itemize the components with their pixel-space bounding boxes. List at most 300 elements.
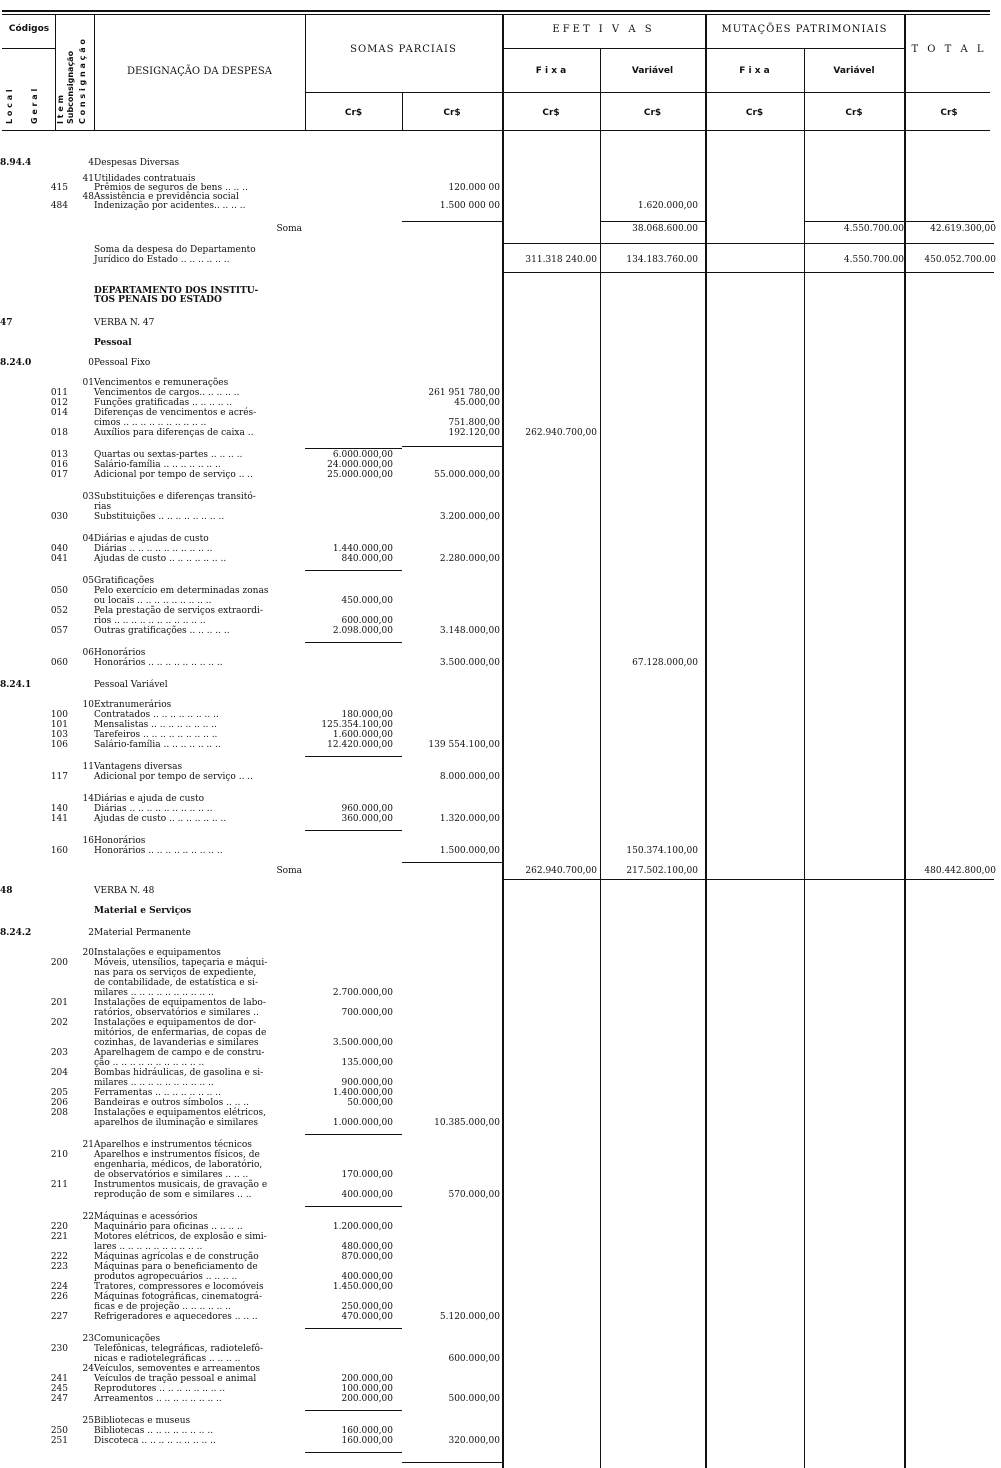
row-code: 25 [82,1416,94,1426]
row-amount: 360.000,00 [341,814,393,824]
row-code: 050 [50,586,68,596]
row-code: 16 [82,836,94,846]
row-amount: 600.000,00 [448,1354,500,1364]
row-code: 22 [82,1212,94,1222]
row-code: 160 [50,846,68,856]
row-description: nas para os serviços de expediente, [94,968,257,978]
table-row [0,928,1001,938]
table-row [0,576,1001,586]
row-description: cimos .. .. .. .. .. .. .. .. .. .. [94,418,207,428]
row-code: 012 [50,398,68,408]
table-row [0,358,1001,368]
row-description: Veículos de tração pessoal e animal [94,1374,257,1384]
row-code: 21 [82,1140,94,1150]
header-geral: G e r a l [30,88,39,124]
row-amount: 200.000,00 [341,1394,393,1404]
row-code: 8.24.2 [0,928,32,938]
table-row [0,680,1001,690]
currency-label: Cr$ [542,108,560,118]
row-description: rios .. .. .. .. .. .. .. .. .. .. .. [94,616,206,626]
row-code: 202 [50,1018,68,1028]
table-row [0,378,1001,388]
table-row [0,1160,1001,1170]
table-row [0,224,1001,234]
row-description: Bandeiras e outros símbolos .. .. .. [94,1098,249,1108]
table-row [0,1334,1001,1344]
table-row [0,658,1001,668]
row-code: 200 [50,958,68,968]
row-description: produtos agropecuários .. .. .. .. [94,1272,238,1282]
row-description: Contratados .. .. .. .. .. .. .. .. [94,710,219,720]
table-row [0,710,1001,720]
row-amount: 1.400.000,00 [332,1088,393,1098]
row-description: Honorários [94,836,146,846]
row-description: Material Permanente [94,928,191,938]
table-row [0,1272,1001,1282]
table-row [0,502,1001,512]
subtotal-rule [502,272,994,273]
row-description: aparelhos de iluminação e similares [94,1118,259,1128]
row-amount: 8.000.000,00 [439,772,500,782]
header-fixa: F i x a [535,66,567,76]
row-code: 016 [50,460,68,470]
row-description: Arreamentos .. .. .. .. .. .. .. .. [94,1394,222,1404]
header-subrule [305,92,990,93]
table-row [0,1242,1001,1252]
table-row [0,762,1001,772]
row-amount: 55.000.000,00 [434,470,500,480]
row-code: 226 [50,1292,68,1302]
table-row [0,730,1001,740]
row-description: Máquinas e acessórios [94,1212,198,1222]
row-amount: 135.000,00 [341,1058,393,1068]
currency-label: Cr$ [745,108,764,118]
row-amount: 5.120.000,00 [439,1312,500,1322]
row-amount: 262.940.700,00 [525,866,597,876]
table-row [0,906,1001,916]
row-amount: 450.052.700.00 [924,255,996,265]
row-code: 205 [50,1088,68,1098]
row-description: Instrumentos musicais, de gravação e [94,1180,268,1190]
table-row [0,512,1001,522]
row-amount: 6.000.000,00 [332,450,393,460]
header-fixa-mutacoes: F i x a [739,66,770,76]
row-description: ou locais .. .. .. .. .. .. .. .. .. [94,596,212,606]
table-row [0,772,1001,782]
row-code: 040 [50,544,68,554]
row-description: Bibliotecas e museus [94,1416,191,1426]
table-row [0,720,1001,730]
row-description: Bombas hidráulicas, de gasolina e si- [94,1068,264,1078]
row-code: 041 [50,554,68,564]
header-mutacoes: MUTAÇÕES PATRIMONIAIS [721,24,888,35]
table-row [0,460,1001,470]
row-amount: 100.000,00 [341,1384,393,1394]
row-description: Diárias .. .. .. .. .. .. .. .. .. .. [94,804,213,814]
row-description: Pessoal Variável [94,680,168,690]
table-row [0,616,1001,626]
row-description: Refrigeradores e aquecedores .. .. .. [94,1312,258,1322]
table-row [0,1180,1001,1190]
subtotal-rule [402,221,502,222]
row-amount: 120.000 00 [448,183,500,193]
row-code: 014 [50,408,68,418]
row-description: reprodução de som e similares .. .. [94,1190,252,1200]
currency-label: Cr$ [643,108,662,118]
row-description: lares .. .. .. .. .. .. .. .. .. .. [94,1242,203,1252]
row-amount: 2.280.000,00 [439,554,500,564]
row-amount: 38.068.600.00 [632,224,698,234]
row-description: milares .. .. .. .. .. .. .. .. .. .. [94,988,214,998]
row-amount: 840.000,00 [341,554,393,564]
row-amount: 2.700.000,00 [332,988,393,998]
row-description: Soma da despesa do Departamento [94,245,256,255]
row-description: Mensalistas .. .. .. .. .. .. .. .. [94,720,217,730]
row-description: Pessoal Fixo [94,358,151,368]
row-amount: 700.000,00 [341,1008,393,1018]
table-row [0,1212,1001,1222]
row-code: 11 [82,762,94,772]
currency-label: Cr$ [845,108,863,118]
row-amount: 192.120,00 [448,428,500,438]
row-amount: 125.354.100,00 [321,720,393,730]
table-row [0,988,1001,998]
row-description: VERBA N. 48 [94,886,155,896]
row-description: Máquinas para o beneficiamento de [94,1262,258,1272]
row-amount: 160.000,00 [341,1436,393,1446]
table-row [0,450,1001,460]
header-variavel: Variável [631,66,674,76]
row-description: Motores elétricos, de explosão e simi- [94,1232,267,1242]
row-code: 8.24.1 [0,680,32,690]
row-amount: 12.420.000,00 [327,740,393,750]
row-code: 250 [50,1426,68,1436]
table-row [0,958,1001,968]
table-row [0,1384,1001,1394]
table-row [0,1394,1001,1404]
row-description: Discoteca .. .. .. .. .. .. .. .. .. [94,1436,216,1446]
row-code: 206 [50,1098,68,1108]
table-row [0,245,1001,255]
table-row [0,648,1001,658]
row-description: Aparelhagem de campo e de constru- [94,1048,265,1058]
row-description: Bibliotecas .. .. .. .. .. .. .. .. [94,1426,214,1436]
row-description: Salário-família .. .. .. .. .. .. .. [94,740,221,750]
row-sum-label: Soma [276,224,302,234]
row-amount: 200.000,00 [341,1374,393,1384]
table-row [0,470,1001,480]
table-row [0,1344,1001,1354]
table-row [0,255,1001,265]
row-description: Aparelhos e instrumentos físicos, de [94,1150,260,1160]
row-amount: 311.318 240.00 [525,255,597,265]
row-amount: 570.000,00 [448,1190,500,1200]
row-code: 224 [50,1282,68,1292]
row-description: Ajudas de custo .. .. .. .. .. .. .. [94,554,227,564]
row-code: 140 [50,804,68,814]
table-row [0,1436,1001,1446]
row-code: 100 [50,710,68,720]
row-code: 415 [50,183,68,193]
table-row [0,1018,1001,1028]
table-row [0,1262,1001,1272]
row-code: 251 [50,1436,68,1446]
table-row [0,1038,1001,1048]
row-description: Utilidades contratuais [94,174,196,184]
row-description: Ajudas de custo .. .. .. .. .. .. .. [94,814,227,824]
subtotal-rule [305,1206,402,1207]
row-description: Salário-família .. .. .. .. .. .. .. [94,460,221,470]
row-description: Vencimentos de cargos.. .. .. .. .. [94,388,240,398]
row-description: Tratores, compressores e locomóveis [94,1282,264,1292]
row-code: 8.24.0 [0,358,32,368]
row-amount: 45.000,00 [454,398,500,408]
table-row [0,700,1001,710]
row-code: 052 [50,606,68,616]
row-amount: 180.000,00 [341,710,393,720]
row-amount: 50.000,00 [347,1098,393,1108]
table-row [0,866,1001,876]
header-total: T O T A L [911,44,987,55]
row-code: 101 [50,720,68,730]
row-code: 211 [50,1180,68,1190]
row-amount: 3.500.000,00 [439,658,500,668]
row-amount: 67.128.000,00 [632,658,698,668]
header-consignacao: C o n s i g n a ç ã o [78,39,87,124]
table-row [0,1354,1001,1364]
row-description: Pela prestação de serviços extraordi- [94,606,263,616]
row-code: 245 [50,1384,68,1394]
subtotal-rule [305,830,402,831]
row-description: Vencimentos e remunerações [94,378,229,388]
row-description: Gratificações [94,576,155,586]
row-description: Móveis, utensílios, tapeçaria e máqui- [94,958,268,968]
row-code: 201 [50,998,68,1008]
row-amount: 1.000.000,00 [332,1118,393,1128]
row-code: 8.94.4 [0,158,32,168]
header-codigos: Códigos [8,24,50,34]
row-description: cozinhas, de lavanderias e similares [94,1038,259,1048]
table-row [0,1108,1001,1118]
table-row [0,1426,1001,1436]
row-description: Tarefeiros .. .. .. .. .. .. .. .. .. [94,730,218,740]
row-description: Auxílios para diferenças de caixa .. [94,428,254,438]
row-amount: 4.550.700.00 [843,224,904,234]
row-description: Substituições .. .. .. .. .. .. .. .. [94,512,225,522]
row-code: 106 [50,740,68,750]
row-amount: 170.000,00 [341,1170,393,1180]
table-row [0,1374,1001,1384]
table-row [0,1292,1001,1302]
row-amount: 900.000,00 [341,1078,393,1088]
row-description: Honorários .. .. .. .. .. .. .. .. .. [94,658,223,668]
row-description: Diárias e ajudas de custo [94,534,209,544]
row-code: 223 [50,1262,68,1272]
row-code: 241 [50,1374,68,1384]
row-description: nicas e radiotelegráficas .. .. .. .. [94,1354,241,1364]
row-code: 227 [50,1312,68,1322]
table-row [0,201,1001,211]
row-code: 24 [82,1364,94,1374]
row-amount: 400.000,00 [341,1190,393,1200]
row-description: Máquinas agrícolas e de construção [94,1252,259,1262]
row-code: 20 [82,948,94,958]
row-description: engenharia, médicos, de laboratório, [94,1160,263,1170]
table-row [0,534,1001,544]
table-row [0,1170,1001,1180]
table-row [0,1048,1001,1058]
table-row [0,1140,1001,1150]
row-description: Instalações e equipamentos [94,948,221,958]
row-code: 017 [50,470,68,480]
row-description: Diferenças de vencimentos e acrés- [94,408,257,418]
row-code: 48 [82,192,94,202]
row-description: mitórios, de enfermarias, de copas de [94,1028,267,1038]
row-description: Ferramentas .. .. .. .. .. .. .. .. [94,1088,221,1098]
row-description: Prêmios de seguros de bens .. .. .. [94,183,248,193]
row-description: ficas e de projeção .. .. .. .. .. .. [94,1302,231,1312]
table-row [0,318,1001,328]
row-description: Instalações e equipamentos elétricos, [94,1108,266,1118]
row-description: Jurídico do Estado .. .. .. .. .. .. [94,255,230,265]
row-amount: 751.800,00 [448,418,500,428]
table-row [0,740,1001,750]
row-code: 222 [50,1252,68,1262]
row-amount: 450.000,00 [341,596,393,606]
row-description: Instalações e equipamentos de dor- [94,1018,257,1028]
row-description: Adicional por tempo de serviço .. .. [94,772,254,782]
row-code: 117 [50,772,68,782]
table-row [0,978,1001,988]
row-amount: 24.000.000,00 [327,460,393,470]
subtotal-rule [600,221,705,222]
row-amount: 1.450.000,00 [332,1282,393,1292]
row-amount: 1.440.000,00 [332,544,393,554]
table-row [0,836,1001,846]
subtotal-rule [305,1134,402,1135]
row-amount: 400.000,00 [341,1272,393,1282]
row-description: rias [94,502,112,512]
table-row [0,794,1001,804]
row-description: Comunicações [94,1334,161,1344]
top-rule-thin [2,14,990,15]
row-amount: 480.000,00 [341,1242,393,1252]
row-description: Diárias .. .. .. .. .. .. .. .. .. .. [94,544,213,554]
row-code: 103 [50,730,68,740]
row-amount: 1.200.000,00 [332,1222,393,1232]
row-description: Reprodutores .. .. .. .. .. .. .. .. [94,1384,226,1394]
table-row [0,1068,1001,1078]
table-row [0,428,1001,438]
subtotal-rule [402,1462,502,1463]
row-amount: 1.500 000 00 [439,201,500,211]
table-row [0,398,1001,408]
table-row [0,886,1001,896]
row-amount: 4.550.700.00 [843,255,904,265]
row-code: 208 [50,1108,68,1118]
row-code: 47 [0,318,13,328]
row-code: 060 [50,658,68,668]
row-code: 03 [82,492,94,502]
row-amount: 139 554.100,00 [428,740,500,750]
row-description: Telefônicas, telegráficas, radiotelefô- [94,1344,263,1354]
table-row [0,804,1001,814]
table-row [0,338,1001,348]
row-amount: 217.502.100,00 [626,866,698,876]
table-row [0,388,1001,398]
table-row [0,1088,1001,1098]
row-description: Maquinário para oficinas .. .. .. .. [94,1222,243,1232]
row-description: Substituições e diferenças transitó- [94,492,256,502]
row-amount: 1.620.000,00 [637,201,698,211]
row-amount: 10.385.000,00 [434,1118,500,1128]
row-description: Honorários [94,648,146,658]
row-amount: 25.000.000,00 [327,470,393,480]
row-description: Extranumerários [94,700,172,710]
subtotal-rule [305,448,402,449]
subtotal-rule [804,221,994,222]
table-row [0,408,1001,418]
table-row [0,1416,1001,1426]
row-amount: 320.000,00 [448,1436,500,1446]
row-code: 141 [50,814,68,824]
header-designacao: DESIGNAÇÃO DA DESPESA [126,66,272,77]
row-description: Adicional por tempo de serviço .. .. [94,470,254,480]
subtotal-rule [305,642,402,643]
row-amount: 3.200.000,00 [439,512,500,522]
table-row [0,1008,1001,1018]
table-row [0,998,1001,1008]
row-code: 41 [82,174,94,184]
row-description: Indenização por acidentes.. .. .. .. [94,201,246,211]
table-row [0,1282,1001,1292]
row-description: Vantagens diversas [94,762,183,772]
table-row [0,1078,1001,1088]
row-description: de contabilidade, de estatística e si- [94,978,258,988]
row-description: Material e Serviços [94,906,192,916]
table-row [0,596,1001,606]
row-code: 06 [82,648,94,658]
table-row [0,1312,1001,1322]
row-code: 48 [0,886,13,896]
row-description: ratórios, observatórios e similares .. [94,1008,259,1018]
row-code: 221 [50,1232,68,1242]
row-code: 14 [82,794,94,804]
top-rule [2,10,990,12]
row-code: 01 [82,378,94,388]
row-description: ção .. .. .. .. .. .. .. .. .. .. .. [94,1058,205,1068]
header-somas-parciais: SOMAS PARCIAIS [350,44,457,55]
table-row [0,1028,1001,1038]
row-amount: 150.374.100,00 [626,846,698,856]
currency-label: Cr$ [344,108,363,118]
row-amount: 480.442.800,00 [924,866,996,876]
table-row [0,1150,1001,1160]
row-description: Honorários .. .. .. .. .. .. .. .. .. [94,846,223,856]
row-description: Máquinas fotográficas, cinematográ- [94,1292,263,1302]
table-row [0,158,1001,168]
row-amount: 600.000,00 [341,616,393,626]
row-description: Assistência e previdência social [94,192,239,202]
row-description: TOS PENAIS DO ESTADO [94,295,222,305]
subtotal-rule [402,862,502,863]
subtotal-rule [305,1328,402,1329]
row-code: 230 [50,1344,68,1354]
row-amount: 960.000,00 [341,804,393,814]
row-code: 05 [82,576,94,586]
row-amount: 870.000,00 [341,1252,393,1262]
row-code: 484 [50,201,68,211]
